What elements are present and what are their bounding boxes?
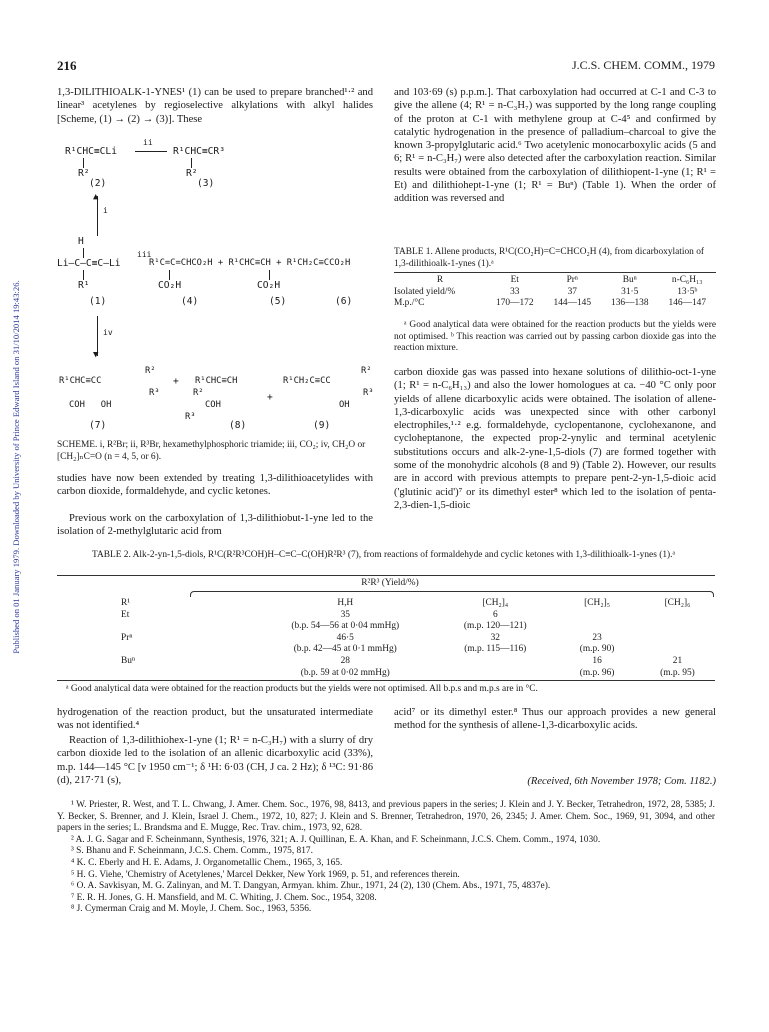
scheme-label-3: (3) [197,178,215,189]
scheme-bond-c1 [169,270,170,280]
scheme-label-1: (1) [89,296,107,307]
table-1-header-row [394,275,716,287]
scheme-arrow-i-head: ▲ [93,192,99,202]
table-1-caption-text: Allene products, R¹C(CO₂H)=C=CHCO₂H (4), from dicarboxylation of 1,3-dilithioalk-1-ynes (1).ᵃ [394,247,705,269]
scheme-7-r2: R² [145,366,156,376]
scheme-7-r3: R³ [149,388,160,398]
table-cell: (m.p. 90) [579,644,615,655]
table-cell: 46·5 [336,632,354,643]
table-1-label: TABLE 1. [394,247,433,257]
reference-item: ² A. J. G. Sagar and F. Scheinmann, Synthesis, 1976, 321; A. J. Quillinan, E. A. Khan, and F. Scheinmann, J.C.S. Chem. Comm., 1974, 1030. [71,834,601,845]
scheme-9-oh: OH [339,400,350,410]
scheme-8-main: R¹CHC≡CH [195,376,238,386]
scheme-bond-b [191,158,192,168]
scheme-label-4: (4) [181,296,199,307]
scheme-arrow-iv-label: iv [103,328,113,337]
table-cell: (m.p. 120—121) [463,621,527,632]
table-cell: 136—138 [611,298,649,309]
table-cell: Prⁿ [121,632,133,643]
scheme-row1-left: R¹CHC≡CLi [65,146,117,157]
scheme-arrow-ii [135,151,167,152]
table-2-caption [92,550,698,562]
table-row [57,610,715,622]
scheme-label-7: (7) [89,420,107,431]
table-cell: 21 [672,655,683,666]
table-row [394,298,716,310]
scheme-r1: R¹ [78,280,90,291]
scheme-8-coh: COH [205,400,221,410]
scheme-bond-c2 [269,270,270,280]
table-2-header: H,H [337,598,354,608]
table-1-header: Buⁿ [622,275,637,285]
scheme-9-r3: R³ [363,388,374,398]
table-cell: 28 [340,655,350,666]
table-row [57,621,715,633]
received-note: (Received, 6th November 1978; Com. 1182.) [527,776,716,787]
reference-item: ⁴ K. C. Eberly and H. E. Adams, J. Organometallic Chem., 1965, 3, 165. [71,857,343,868]
table-row [57,633,715,645]
table-cell: (b.p. 59 at 0·02 mmHg) [300,667,390,678]
table-cell: 144—145 [553,298,591,309]
bottom-left-para-1: hydrogenation of the reaction product, but the unsaturated intermediate was not identified.⁴ [57,707,373,732]
table-cell: (m.p. 96) [579,667,615,678]
table-cell: 33 [510,286,520,297]
table-cell: (m.p. 115—116) [464,644,527,655]
table-2-rule-top [57,575,715,576]
table-cell [640,644,715,656]
table-cell: 13·5ᵇ [677,286,698,297]
scheme-h: H [78,236,84,247]
table-cell: Et [121,609,130,620]
scheme-caption-text: i, R²Br; ii, R³Br, hexamethylphosphoric triamide; iii, CO₂; iv, CH₂O or [CH₂]ₙC=O (n = 4, 5, or 6). [57,440,366,462]
table-cell: (b.p. 42—45 at 0·1 mmHg) [293,644,397,655]
table-1-footnote: ᵃ Good analytical data were obtained for the reaction products but the yields were not optimised. ᵇ This reaction was carried out by passing carbon dioxide gas into the reaction mixture. [394,320,716,354]
table-row [394,287,716,299]
table-cell: 23 [592,632,602,643]
scheme-row2-left: Li–C–C≡C–Li [57,258,121,269]
table-2-header-row [57,598,715,610]
reference-item: ³ S. Bhanu and F. Scheinmann, J.C.S. Chem. Comm., 1975, 817. [71,846,313,857]
table-cell [640,633,715,645]
table-cell [436,668,554,680]
table-cell: 6 [492,609,498,620]
table-2-group-header: R²R³ (Yield/%) [361,578,419,588]
journal-title: J.C.S. CHEM. COMM., 1979 [571,58,715,72]
table-1-header: Prⁿ [566,275,578,285]
scheme-co2h-a: CO₂H [158,280,182,291]
table-cell [57,621,254,633]
table-cell [57,668,254,680]
scheme-label-2: (2) [89,178,107,189]
table-2-header: [CH₂]₆ [664,598,691,608]
table-2-header: R¹ [121,598,131,608]
table-cell [640,610,715,622]
table-cell: M.p./°C [394,298,425,309]
scheme-plus-b: + [267,392,273,403]
table-cell: Isolated yield/% [394,286,456,297]
scheme-r2-a: R² [78,168,90,179]
right-para-1: and 103·69 (s) p.p.m.]. That carboxylation had occurred at C-1 and C-3 to give the allene (4; R¹ = n-C₃H₇) was supported by the long range coupling of the proton at C-1 with methylene group at C-4⁵ and confirmed by catalytic hydrogenation in the presence of palladium–charcoal to give the known 3-propylglutaric acid.⁶ Two acetylenic monocarboxylic acids (5 and 6; R¹ = n-C₃H₇) were also detected after the carboxylation reaction. Similar results were obtained from the carboxylation of dilithiopent-1-yne (1; R¹ = Et) and dilithiohept-1-yne (1; R¹ = Buⁿ) (Table 1). When the order of addition was reversed and [394,87,716,205]
table-cell: 37 [567,286,577,297]
scheme-arrow-ii-label: ii [143,138,153,147]
scheme-plus-a: + [173,376,179,387]
table-1-header: Et [510,275,519,285]
table-cell [554,621,640,633]
reference-item: ⁷ E. R. H. Jones, G. H. Mansfield, and M. C. Whiting, J. Chem. Soc., 1954, 3208. [71,892,377,903]
table-2 [57,598,715,679]
scheme-7-main: R¹CHC≡CC [59,376,102,386]
reference-item: ⁶ O. A. Savkisyan, M. G. Zalinyan, and M. T. Dangyan, Armyan. khim. Zhur., 1971, 24 (2), 130 (Chem. Abs., 1971, 75, 4837e). [71,881,551,892]
scheme-label-5: (5) [269,296,287,307]
table-cell [640,621,715,633]
download-watermark-text: Published on 01 January 1979. Downloaded by University of Prince Edward Island on 31/10/2014 19:43:26. [11,280,21,654]
scheme-caption [57,440,373,463]
table-2-header: [CH₂]₄ [482,598,509,608]
download-watermark [4,150,20,790]
table-2-header: [CH₂]₅ [584,598,610,608]
scheme-label-6: (6) [335,296,353,307]
scheme-co2h-b: CO₂H [257,280,281,291]
table-row [57,644,715,656]
table-cell [436,656,554,668]
scheme-7-coh: COH OH [69,400,112,410]
scheme-bond-h [83,248,84,258]
bottom-right-para-1: acid⁷ or its dimethyl ester.⁸ Thus our approach provides a new general method for the synthesis of allene-1,3-dicarboxylic acids. [394,707,716,732]
left-intro: 1,3-DILITHIOALK-1-YNES¹ (1) can be used to prepare branched¹·² and linear³ acetylenes by regioselective alkylations with alkyl halides [Scheme, (1) → (2) → (3)]. These [57,87,373,125]
table-2-label: TABLE 2. [92,550,131,560]
scheme-label-9: (9) [313,420,331,431]
table-1-caption [394,247,716,270]
scheme-arrow-i [97,196,98,236]
table-2-rule-bottom [57,680,715,681]
scheme-8-r3: R³ [185,412,196,422]
scheme-8-r2: R² [193,388,204,398]
table-cell: 31·5 [621,286,639,297]
table-1-header: R [436,275,444,285]
table-2-caption-text: Alk-2-yn-1,5-diols, R¹C(R²R³COH)H–C≡C–C(OH)R²R³ (7), from reactions of formaldehyde and cyclic ketones with 1,3-dilithioalk-1-ynes (1).ᵃ [132,550,676,560]
scheme-row2-products: R¹C=C=CHCO₂H + R¹CHC≡CH + R¹CH₂C≡CCO₂H [149,258,351,268]
scheme-9-main: R¹CH₂C≡CC [283,376,331,386]
scheme-arrow-i-label: i [103,206,108,215]
scheme-row1-right: R¹CHC≡CR³ [173,146,225,157]
table-2-brace [190,591,714,597]
scheme-caption-label: SCHEME. [57,440,98,450]
scheme-r2-b: R² [186,168,198,179]
table-cell [554,610,640,622]
reference-item: ⁸ J. Cymerman Craig and M. Moyle, J. Chem. Soc., 1963, 5356. [71,904,312,915]
reference-item: ¹ W. Priester, R. West, and T. L. Chwang, J. Amer. Chem. Soc., 1976, 98, 8413, and previous papers in the series; J. Klein and J. Y. Becker, Tetrahedron, 1972, 28, 5385; J. Y. Becker, S. Brenner, and J. Klein, Israel J. Chem., 1972, 10, 827; J. Klein and S. Brenner, Tetrahedron, 1970, 26, 2345; J. Amer. Chem. Soc., 1969, 91, 3094, and other papers in the series; L. Brandsma and E. Mugge, Rec. Trav. chim., 1973, 92, 628. [57,800,715,834]
left-para-2: studies have now been extended by treating 1,3-dilithioacetylides with carbon dioxide, formaldehyde, and cyclic ketones. [57,473,373,498]
table-row [57,668,715,680]
scheme-9-r2: R² [361,366,372,376]
table-cell: 170—172 [496,298,534,309]
scheme-bond-r1 [83,270,84,280]
scheme-arrow-iii-label: iii [137,250,152,259]
table-1-rule-top [394,272,716,273]
table-cell: (b.p. 54—56 at 0·04 mmHg) [291,621,400,632]
scheme-label-8: (8) [229,420,247,431]
table-cell [57,644,254,656]
table-1 [394,275,716,310]
page-header [57,58,715,74]
table-cell: 16 [592,655,602,666]
table-2-footnote: ᵃ Good analytical data were obtained for the reaction products but the yields were not optimised. All b.p.s and m.p.s are in °C. [66,684,538,694]
table-cell: (m.p. 95) [660,667,695,678]
reaction-scheme [57,136,377,446]
table-cell: 35 [340,609,350,620]
table-cell: Buⁿ [121,655,135,666]
scheme-bond-a [83,158,84,168]
table-cell: 146—147 [668,298,706,309]
right-para-2: carbon dioxide gas was passed into hexane solutions of dilithio-oct-1-yne (1; R¹ = n-C₆H₁₃) and also the lower homologues at ca. −40 °C only poor yields of allene dicarboxylic acids were obtained. The isolation of allene-1,3-dicarboxylic acids was unexpected since with other carbonyl electrophiles,¹·² e.g. formaldehyde, cyclopentanone, cyclohexanone, and cycloheptanone, the expected prop-2-ynylic and terminal acetylenic substitutions occurs and alk-2-yne-1,5-diols (7) are formed together with some of the monohydric alcohols (8 and 9) (Table 2). However, our results are in accord with previous attempts to prepare pent-2-yn-1,5-dioic acid ('glutinic acid')⁷ or its dimethyl ester⁸ which led to the isolation of penta-2,3-dien-1,5-dioic [394,367,716,511]
references [57,800,715,916]
table-row [57,656,715,668]
left-para-3: Previous work on the carboxylation of 1,3-dilithiobut-1-yne led to the isolation of 2-methylglutaric acid from [57,513,373,538]
table-cell: 32 [490,632,500,643]
reference-item: ⁵ H. G. Viehe, 'Chemistry of Acetylenes,' Marcel Dekker, New York 1969, p. 51, and references therein. [71,869,460,880]
scheme-arrow-iv-head: ▼ [93,350,99,360]
table-1-header: n-C₆H₁₃ [671,275,703,285]
page-number: 216 [57,58,77,73]
bottom-left-para-2: Reaction of 1,3-dilithiohex-1-yne (1; R¹ = n-C₃H₇) with a slurry of dry carbon dioxide led to the isolation of an allenic dicarboxylic acid (33%), m.p. 144—145 °C [ν 1950 cm⁻¹; δ ¹H: 6·03 (CH, J ca. 2 Hz); δ ¹³C: 91·86 (d), 217·71 (s), [57,735,373,786]
